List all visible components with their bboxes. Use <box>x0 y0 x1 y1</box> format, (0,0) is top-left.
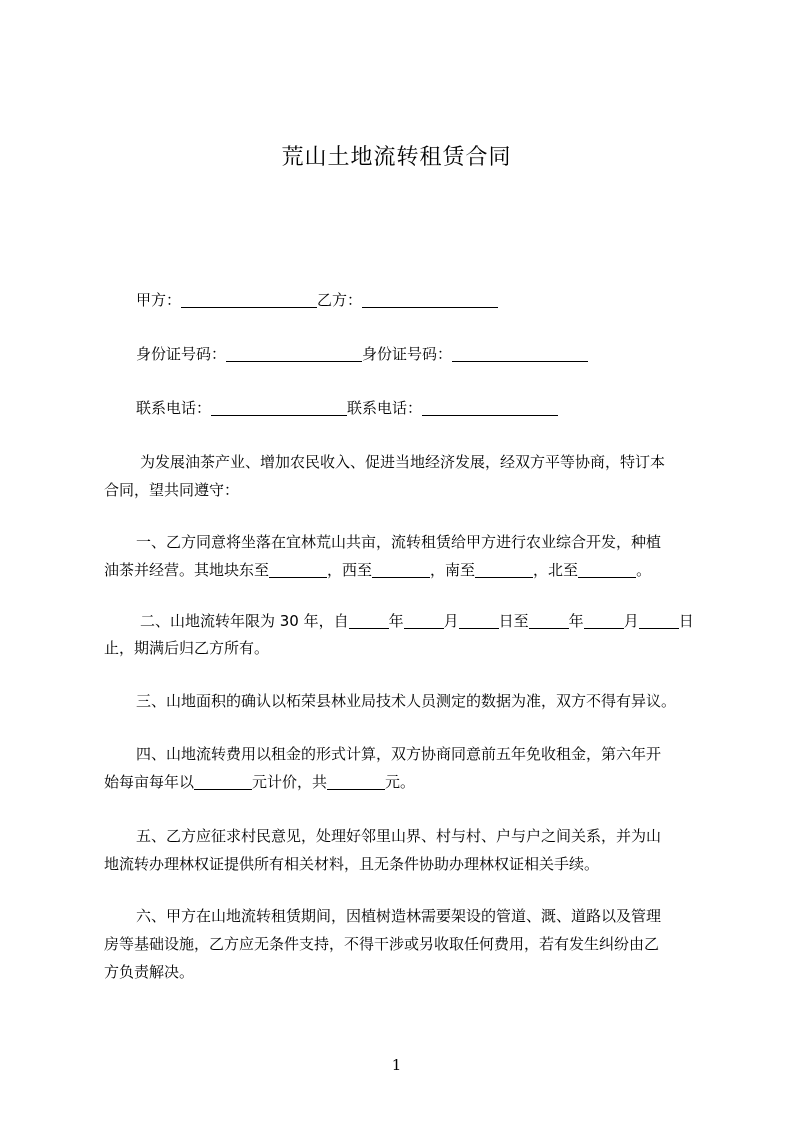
phone-row <box>136 392 736 425</box>
id-row <box>136 338 736 371</box>
end-day-blank[interactable] <box>639 612 679 629</box>
end-day-label: 日 <box>678 612 694 630</box>
clause-5-line-2: 地流转办理林权证提供所有相关材料，且无条件协助办理林权证相关手续。 <box>104 855 600 873</box>
east-blank[interactable] <box>269 561 327 578</box>
id-b-blank[interactable] <box>452 345 588 362</box>
party-a-blank[interactable] <box>181 291 317 308</box>
party-row <box>136 284 736 317</box>
clause-4-price-unit: 元计价，共 <box>252 773 328 791</box>
clause-1-west-label: ，西至 <box>327 561 373 579</box>
clause-4-total-unit: 元。 <box>385 773 416 791</box>
start-day-label: 日至 <box>498 612 529 630</box>
end-month-blank[interactable] <box>584 612 624 629</box>
contract-title: 荒山土地流转租赁合同 <box>281 145 512 170</box>
clause-2-intro: 二、山地流转年限为 30 年，自 <box>140 612 349 630</box>
clause-5-line-1: 五、乙方应征求村民意见，处理好邻里山界、村与村、户与户之间关系，并为山 <box>136 827 662 845</box>
id-a-label: 身份证号码： <box>136 345 227 363</box>
start-month-label: 月 <box>443 612 459 630</box>
south-blank[interactable] <box>475 561 533 578</box>
end-year-blank[interactable] <box>529 612 569 629</box>
total-price-blank[interactable] <box>327 773 385 790</box>
north-blank[interactable] <box>578 561 636 578</box>
clause-4-line-1: 四、山地流转费用以租金的形式计算，双方协商同意前五年免收租金，第六年开 <box>136 745 662 763</box>
start-year-blank[interactable] <box>349 612 389 629</box>
clause-6-line-2: 房等基础设施，乙方应无条件支持，不得干涉或另收取任何费用，若有发生纠纷由乙 <box>104 935 660 953</box>
party-b-blank[interactable] <box>362 291 498 308</box>
clause-4-price-intro: 始每亩每年以 <box>104 773 195 791</box>
start-year-label: 年 <box>388 612 404 630</box>
end-month-label: 月 <box>623 612 639 630</box>
phone-a-label: 联系电话： <box>136 399 212 417</box>
start-day-blank[interactable] <box>459 612 499 629</box>
party-a-label: 甲方： <box>136 291 182 309</box>
phone-b-label: 联系电话： <box>347 399 423 417</box>
clause-1-north-label: ，北至 <box>533 561 579 579</box>
clause-4-line-2 <box>104 766 704 799</box>
clause-1-end: 。 <box>636 561 652 579</box>
phone-b-blank[interactable] <box>422 399 558 416</box>
west-blank[interactable] <box>372 561 430 578</box>
start-month-blank[interactable] <box>404 612 444 629</box>
clause-1-south-label: ，南至 <box>430 561 476 579</box>
end-year-label: 年 <box>568 612 584 630</box>
clause-1-east-label: 油茶并经营。其地块东至 <box>104 561 270 579</box>
id-b-label: 身份证号码： <box>362 345 453 363</box>
clause-6-line-3: 方负责解决。 <box>104 963 195 981</box>
id-a-blank[interactable] <box>226 345 362 362</box>
page-number: 1 <box>391 1056 402 1074</box>
clause-2-line-2: 止，期满后归乙方所有。 <box>104 639 270 657</box>
clause-1-line-2 <box>104 554 704 587</box>
clause-1-line-1: 一、乙方同意将坐落在宜林荒山共亩，流转租赁给甲方进行农业综合开发，种植 <box>136 533 662 551</box>
party-b-label: 乙方： <box>317 291 363 309</box>
clause-6-line-1: 六、甲方在山地流转租赁期间，因植树造林需要架设的管道、溉、道路以及管理 <box>136 907 662 925</box>
preamble-line-2: 合同，望共同遵守： <box>104 481 240 499</box>
clause-3-line-1: 三、山地面积的确认以柘荣县林业局技术人员测定的数据为准，双方不得有异议。 <box>136 692 677 710</box>
price-per-mu-blank[interactable] <box>194 773 252 790</box>
phone-a-blank[interactable] <box>211 399 347 416</box>
preamble-line-1: 为发展油茶产业、增加农民收入、促进当地经济发展，经双方平等协商，特订本 <box>140 453 666 471</box>
